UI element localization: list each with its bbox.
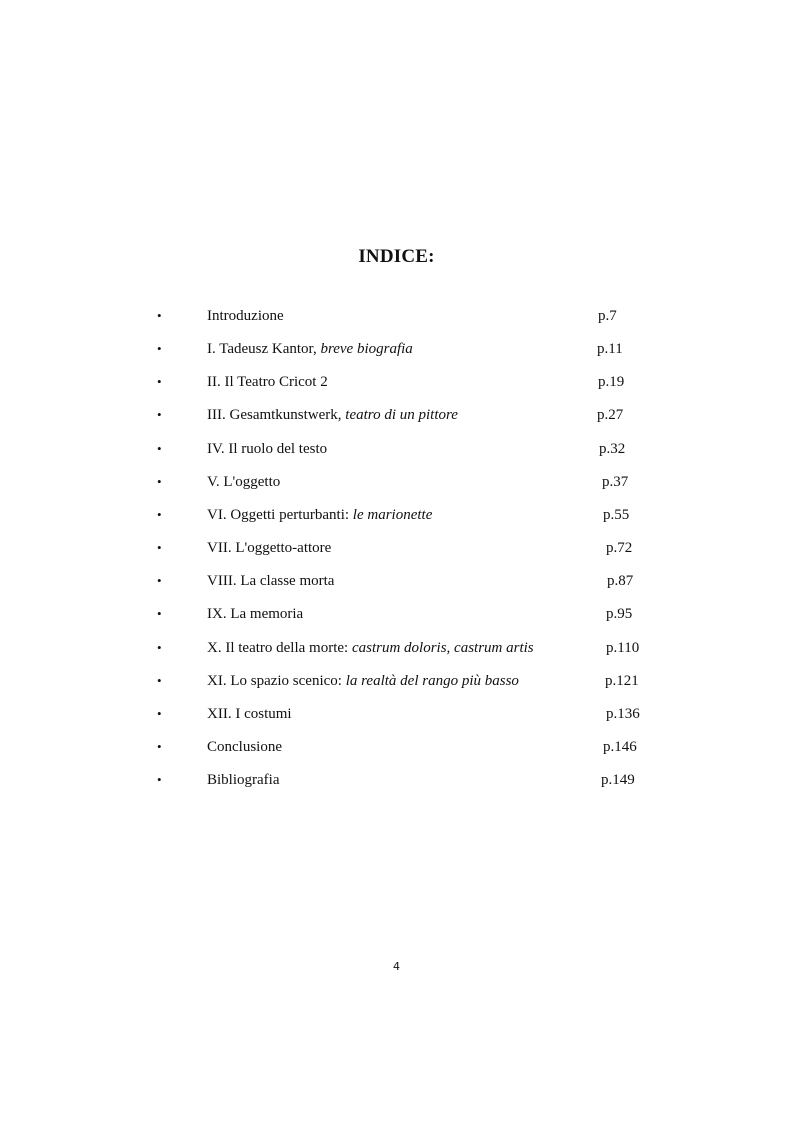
toc-entry bbox=[0, 304, 793, 328]
toc-entry-title bbox=[207, 636, 534, 660]
toc-entry-subtitle: la realtà del rango più basso bbox=[345, 673, 519, 689]
toc-entry-title bbox=[207, 437, 327, 461]
bullet-icon: • bbox=[157, 739, 162, 754]
bullet-icon: • bbox=[157, 673, 162, 688]
bullet-icon: • bbox=[157, 573, 162, 588]
toc-entry-page: p.72 bbox=[606, 540, 633, 556]
toc-entry bbox=[0, 370, 793, 394]
toc-entry-main-title: V. L'oggetto bbox=[207, 474, 281, 490]
toc-entry-main-title: XII. I costumi bbox=[207, 706, 292, 722]
toc-entry-page: p.87 bbox=[607, 573, 634, 589]
bullet-icon: • bbox=[157, 540, 162, 555]
toc-entry bbox=[0, 503, 793, 527]
toc-entry-main-title: IV. Il ruolo del testo bbox=[207, 441, 328, 457]
toc-entry-main-title: I. Tadeusz Kantor, bbox=[207, 341, 321, 357]
toc-entry-page: p.32 bbox=[599, 441, 626, 457]
toc-entry-page: p.136 bbox=[606, 706, 640, 722]
toc-entry bbox=[0, 536, 793, 560]
bullet-icon: • bbox=[157, 640, 162, 655]
toc-entry bbox=[0, 768, 793, 792]
page-title: INDICE: bbox=[358, 246, 435, 267]
toc-entry-main-title: VII. L'oggetto-attore bbox=[207, 540, 332, 556]
toc-entry-page: p.11 bbox=[597, 341, 623, 357]
toc-entry-title bbox=[207, 370, 328, 394]
toc-entry-page: p.19 bbox=[598, 374, 625, 390]
toc-entry-main-title: X. Il teatro della morte: bbox=[207, 640, 352, 656]
toc-entry bbox=[0, 403, 793, 427]
toc-entry-title bbox=[207, 569, 334, 593]
toc-entry-page: p.7 bbox=[598, 308, 617, 324]
toc-entry-main-title: XI. Lo spazio scenico: bbox=[207, 673, 346, 689]
toc-entry-title bbox=[207, 304, 284, 328]
toc-entry-title bbox=[207, 669, 519, 693]
toc-entry-title bbox=[207, 602, 303, 626]
toc-entry-title bbox=[207, 337, 413, 361]
toc-entry bbox=[0, 337, 793, 361]
toc-entry-page: p.95 bbox=[606, 606, 633, 622]
toc-entry-page: p.55 bbox=[603, 507, 630, 523]
bullet-icon: • bbox=[157, 441, 162, 456]
toc-entry-page: p.121 bbox=[605, 673, 639, 689]
toc-entry bbox=[0, 602, 793, 626]
toc-entry-title bbox=[207, 702, 292, 726]
toc-entry-page: p.37 bbox=[602, 474, 629, 490]
toc-entry-title bbox=[207, 735, 282, 759]
bullet-icon: • bbox=[157, 706, 162, 721]
bullet-icon: • bbox=[157, 474, 162, 489]
toc-entry-main-title: VIII. La classe morta bbox=[207, 573, 335, 589]
toc-entry-subtitle: castrum doloris, castrum artis bbox=[351, 640, 534, 656]
bullet-icon: • bbox=[157, 341, 162, 356]
toc-entry-page: p.146 bbox=[603, 739, 637, 755]
bullet-icon: • bbox=[157, 374, 162, 389]
toc-entry-main-title: II. Il Teatro Cricot 2 bbox=[207, 374, 328, 390]
toc-entry bbox=[0, 437, 793, 461]
bullet-icon: • bbox=[157, 507, 162, 522]
toc-entry bbox=[0, 636, 793, 660]
toc-entry-main-title: Conclusione bbox=[207, 739, 282, 755]
toc-entry bbox=[0, 702, 793, 726]
toc-entry-main-title: Bibliografia bbox=[207, 772, 280, 788]
bullet-icon: • bbox=[157, 407, 162, 422]
toc-entry-subtitle: teatro di un pittore bbox=[345, 407, 458, 423]
bullet-icon: • bbox=[157, 772, 162, 787]
toc-entry-subtitle: le marionette bbox=[352, 507, 433, 523]
toc-entry-title bbox=[207, 470, 280, 494]
toc-entry-page: p.149 bbox=[601, 772, 635, 788]
toc-entry-title bbox=[207, 503, 432, 527]
toc-entry-subtitle: breve biografia bbox=[320, 341, 413, 357]
toc-entry-title bbox=[207, 536, 331, 560]
toc-entry-page: p.27 bbox=[597, 407, 624, 423]
toc-entry bbox=[0, 735, 793, 759]
toc-entry-main-title: III. Gesamtkunstwerk, bbox=[207, 407, 346, 423]
toc-entry-main-title: IX. La memoria bbox=[207, 606, 304, 622]
page-number: 4 bbox=[393, 960, 400, 973]
toc-entry-title bbox=[207, 768, 279, 792]
toc-entry bbox=[0, 470, 793, 494]
toc-entry-page: p.110 bbox=[606, 640, 640, 656]
toc-entry-main-title: VI. Oggetti perturbanti: bbox=[207, 507, 353, 523]
bullet-icon: • bbox=[157, 308, 162, 323]
toc-entry-main-title: Introduzione bbox=[207, 308, 284, 324]
toc-entry-title bbox=[207, 403, 458, 427]
toc-entry bbox=[0, 569, 793, 593]
toc-entry bbox=[0, 669, 793, 693]
bullet-icon: • bbox=[157, 606, 162, 621]
